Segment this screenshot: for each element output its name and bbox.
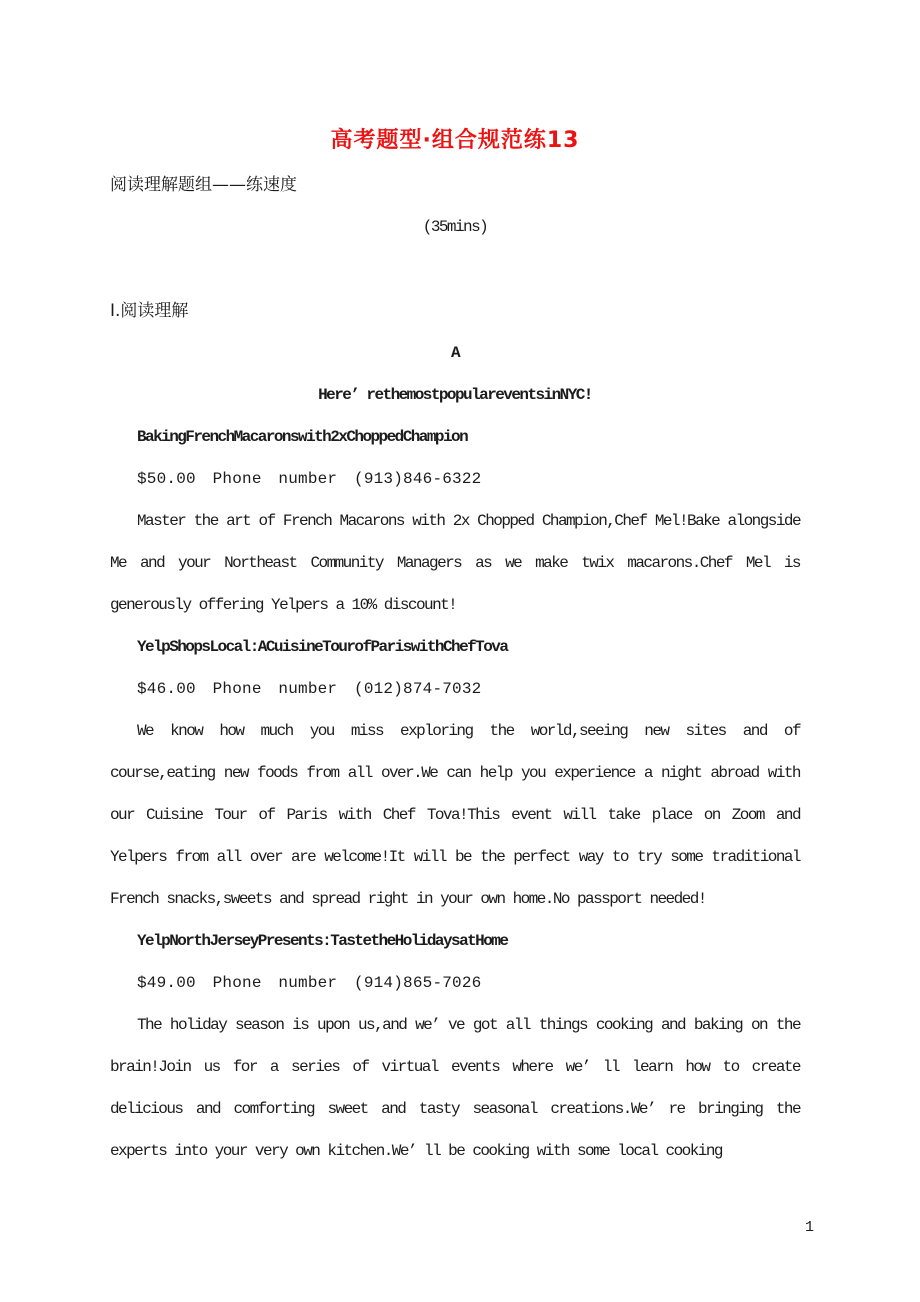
event-price-line: $46.00 Phone number (012)874-7032 bbox=[137, 680, 482, 698]
passage-title: Here’ rethemostpopulareventsinNYC! bbox=[318, 386, 592, 404]
time-limit: (35mins) bbox=[422, 218, 488, 236]
page-number: 1 bbox=[804, 1219, 814, 1236]
page-title: 高考题型·组合规范练13 bbox=[330, 128, 580, 153]
event-price-line: $49.00 Phone number (914)865-7026 bbox=[137, 974, 482, 992]
passage-label: A bbox=[450, 344, 460, 362]
document-content bbox=[110, 0, 800, 1172]
event-name: YelpNorthJerseyPresents:TastetheHolidaysatHome bbox=[137, 932, 508, 950]
subtitle: 阅读理解题组——练速度 bbox=[110, 175, 297, 195]
event-description: We know how much you miss exploring the world,seeing new sites and of course,eating new foods from all over.We can help you experience a night abroad with our Cuisine Tour of Paris with Chef Tova!This event will take place on Zoom and Yelpers from all over are welcome!It will be the perfect way to try some traditional French snacks,sweets and spread right in your own home.No passport needed! bbox=[110, 722, 800, 908]
blank-line bbox=[110, 248, 800, 290]
event-name: YelpShopsLocal:ACuisineTourofPariswithChefTova bbox=[137, 638, 508, 656]
event-name: BakingFrenchMacaronswith2xChoppedChampion bbox=[137, 428, 468, 446]
event-description: Master the art of French Macarons with 2x Chopped Champion,Chef Mel!Bake alongside Me and your Northeast Community Managers as we make twix macarons.Chef Mel is generously offering Yelpers a 10% discount! bbox=[110, 512, 800, 614]
event-price-line: $50.00 Phone number (913)846-6322 bbox=[137, 470, 482, 488]
section-heading: Ⅰ.阅读理解 bbox=[110, 301, 189, 321]
event-description: The holiday season is upon us,and we’ ve got all things cooking and baking on the brain!Join us for a series of virtual events where we’ ll learn how to create delicious and comforting sweet and tasty seasonal creations.We’ re bringing the experts into your very own kitchen.We’ ll be cooking with some local cooking bbox=[110, 1016, 800, 1160]
